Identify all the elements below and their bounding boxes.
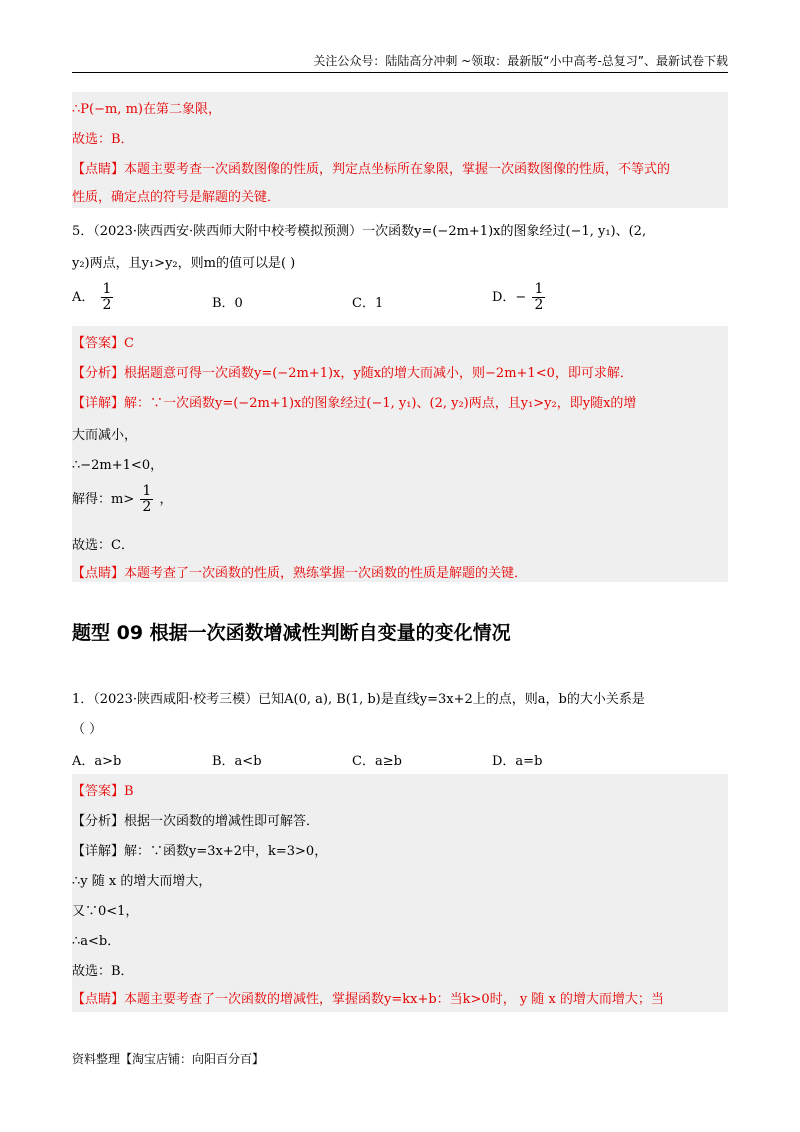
comment-line: 【点睛】本题考查了一次函数的性质，熟练掌握一次函数的性质是解题的关键． bbox=[72, 566, 528, 581]
q1-option-c: C．a≥b bbox=[352, 754, 402, 769]
page-header: 关注公众号：陆陆高分冲刺 ~领取：最新版“小中高考-总复习”、最新试卷下载 bbox=[72, 52, 728, 73]
fraction: $\frac{1}{2}$ bbox=[534, 281, 544, 313]
detail-line-2: 大而减小， bbox=[72, 428, 138, 443]
analysis-line: 【分析】根据题意可得一次函数y=(−2m+1)x，y随x的增大而减小，则−2m+1<0，即可求解． bbox=[72, 366, 633, 381]
detail-line-1: 【详解】解：∵函数y=3x+2中，k=3>0， bbox=[72, 844, 328, 859]
detail-line-3: ∴−2m+1<0， bbox=[72, 458, 164, 473]
fraction: $\frac{1}{2}$ bbox=[142, 483, 152, 515]
q5-option-b: B．0 bbox=[212, 296, 243, 311]
section-title: 题型 09 根据一次函数增减性判断自变量的变化情况 bbox=[72, 622, 511, 644]
q1-stem-line-1: 1．（2023·陕西咸阳·校考三模）已知A(0, a), B(1, b)是直线y=3x+2上的点，则a，b的大小关系是 bbox=[72, 692, 645, 707]
q1-option-b: B．a<b bbox=[212, 754, 262, 769]
detail-line-4: ∴a<b． bbox=[72, 934, 121, 949]
detail-line-3: 又∵0<1， bbox=[72, 904, 139, 919]
comment-line: 【点睛】本题主要考查了一次函数的增减性，掌握函数y=kx+b：当k>0时， y 随 x 的增大而增大；当 bbox=[72, 992, 664, 1007]
detail-line-2: ∴y 随 x 的增大而增大， bbox=[72, 874, 212, 889]
q1-stem-line-2: （ ） bbox=[72, 722, 103, 737]
top-solution-block bbox=[72, 92, 728, 208]
page-footer: 资料整理【淘宝店铺：向阳百分百】 bbox=[72, 1052, 265, 1066]
detail-line-1: 【详解】解：∵一次函数y=(−2m+1)x的图象经过(−1, y₁)、(2, y₂)两点，且y₁>y₂，即y随x的增 bbox=[72, 396, 637, 411]
comment-line-1: 【点睛】本题主要考查一次函数图像的性质，判定点坐标所在象限，掌握一次函数图像的性质，不等式的 bbox=[72, 162, 671, 177]
q5-option-c: C．1 bbox=[352, 296, 384, 311]
detail-line-5: 故选：B． bbox=[72, 964, 134, 979]
q5-answer-block bbox=[72, 326, 728, 582]
q1-answer-block bbox=[72, 774, 728, 1012]
choice-line: 故选：B． bbox=[72, 132, 134, 147]
q1-option-a: A．a>b bbox=[72, 754, 122, 769]
answer-line: 【答案】B bbox=[72, 784, 134, 799]
detail-line-5: 故选：C． bbox=[72, 538, 134, 553]
comment-line-2: 性质，确定点的符号是解题的关键． bbox=[72, 190, 281, 205]
fraction: $\frac{1}{2}$ bbox=[102, 281, 112, 313]
q5-option-d: D．− $\frac{1}{2}$ bbox=[492, 281, 544, 313]
answer-line: 【答案】C bbox=[72, 336, 134, 351]
q5-stem-line-2: y₂)两点，且y₁>y₂，则m的值可以是( ) bbox=[72, 256, 296, 271]
analysis-line: 【分析】根据一次函数的增减性即可解答． bbox=[72, 814, 320, 829]
detail-line-4: 解得：m> $\frac{1}{2}$ ， bbox=[72, 483, 173, 515]
q5-stem-line-1: 5．（2023·陕西西安·陕西师大附中校考模拟预测）一次函数y=(−2m+1)x的图象经过(−1, y₁)、(2, bbox=[72, 224, 647, 239]
q5-option-a: A． $\frac{1}{2}$ bbox=[72, 281, 112, 313]
q1-option-d: D．a=b bbox=[492, 754, 543, 769]
conclusion-line: ∴P(−m, m)在第二象限， bbox=[72, 102, 221, 117]
